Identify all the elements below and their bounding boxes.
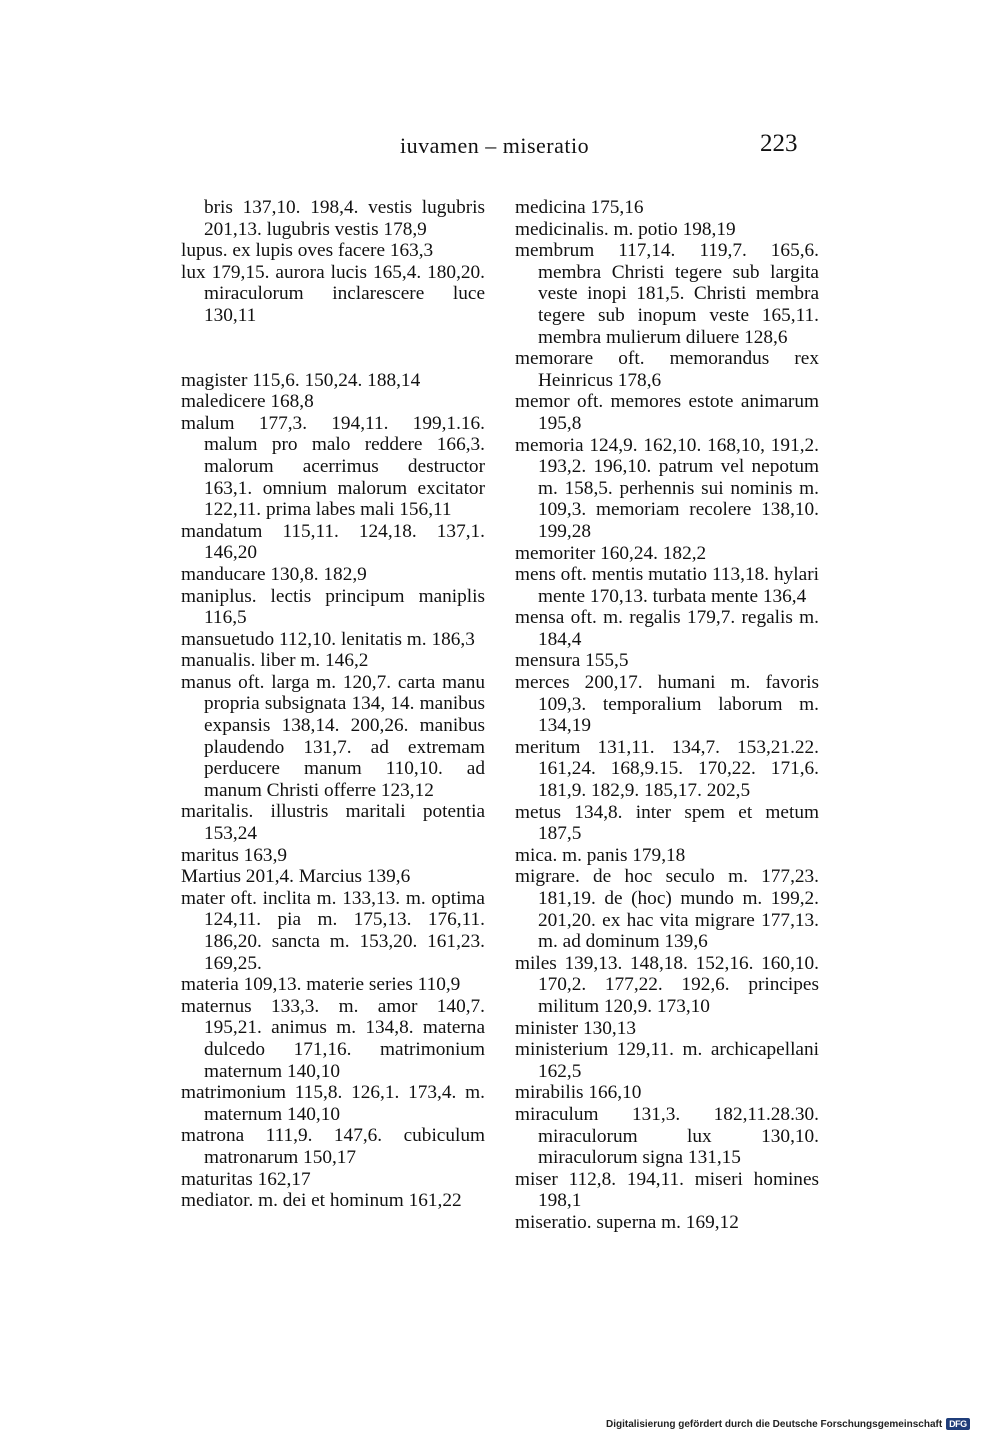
index-entry: lupus. ex lupis oves facere 163,3 [181,240,434,262]
index-entry: lux 179,15. aurora lucis 165,4. 180,20. miraculorum inclarescere luce 130,11 [181,261,485,326]
index-entry: meritum 131,11. 134,7. 153,21.22. 161,24. 168,9.15. 170,22. 171,6. 181,9. 182,9. 185,17. 202,5 [515,736,819,802]
index-entry: metus 134,8. inter spem et metum 187,5 [515,801,819,845]
index-entry: miles 139,13. 148,18. 152,16. 160,10. 170,2. 177,22. 192,6. principes militum 120,9. 173,10 [515,952,819,1017]
index-entry: mirabilis 166,10 [515,1082,642,1104]
digitization-footer [606,1418,970,1430]
index-entry: medicinalis. m. potio 198,19 [515,218,736,240]
index-entry: manducare 130,8. 182,9 [181,563,367,585]
index-entry: mens oft. mentis mutatio 113,18. hylari mente 170,13. turbata mente 136,4 [515,564,819,607]
index-entry: maledicere 168,8 [181,391,314,413]
index-entry: miseratio. superna m. 169,12 [515,1211,739,1233]
index-entry: malum 177,3. 194,11. 199,1.16. malum pro malo reddere 166,3. malorum acerrimus destructor 163,1. omnium malorum excitator 122,11. prima labes mali 156,11 [181,412,485,521]
index-entry: mensura 155,5 [515,650,629,672]
index-entry: ministerium 129,11. m. archicapellani 162,5 [515,1039,819,1082]
index-entry: magister 115,6. 150,24. 188,14 [181,369,421,391]
running-title: iuvamen – miseratio [400,133,590,158]
index-entry: memorare oft. memorandus rex Heinricus 178,6 [515,348,819,391]
index-entry: miraculum 131,3. 182,11.28.30. miraculorum lux 130,10. miraculorum signa 131,15 [515,1103,819,1169]
index-column-right [515,197,819,1234]
dfg-logo-icon: DFG [946,1418,970,1430]
index-entry: maniplus. lectis principum maniplis 116,5 [181,585,485,629]
index-column-left [181,197,485,1212]
index-entry: mensa oft. m. regalis 179,7. regalis m. 184,4 [515,607,819,650]
index-entry: maritalis. illustris maritali potentia 153,24 [181,801,485,845]
index-entry: memoria 124,9. 162,10. 168,10, 191,2. 193,2. 196,10. patrum vel nepotum m. 158,5. perhennis sui nominis m. 109,3. memoriam recolere 138,10. 199,28 [515,434,819,542]
index-entry: membrum 117,14. 119,7. 165,6. membra Christi tegere sub largita veste inopi 181,5. Christi membra tegere sub inopum veste 165,11. membra mulierum diluere 128,6 [515,240,819,348]
index-entry: mediator. m. dei et hominum 161,22 [181,1190,462,1212]
index-entry: manualis. liber m. 146,2 [181,650,369,672]
index-entry: miser 112,8. 194,11. miseri homines 198,1 [515,1168,819,1212]
index-entry: memoriter 160,24. 182,2 [515,542,707,564]
index-entry: materia 109,13. materie series 110,9 [181,974,461,996]
index-entry: manus oft. larga m. 120,7. carta manu propria subsignata 134, 14. manibus expansis 138,14. 200,26. manibus plaudendo 131,7. ad extremam perducere manum 110,10. ad manum Christi offerre 123,12 [181,671,485,801]
page-number: 223 [760,130,798,157]
index-entry: memor oft. memores estote animarum 195,8 [515,391,819,434]
index-entry: merces 200,17. humani m. favoris 109,3. temporalium laborum m. 134,19 [515,672,819,737]
index-entry: medicina 175,16 [515,197,644,218]
index-entry: migrare. de hoc seculo m. 177,23. 181,19. de (hoc) mundo m. 199,2. 201,20. ex hac vita migrare 177,13. m. ad dominum 139,6 [515,866,819,953]
index-entry: mandatum 115,11. 124,18. 137,1. 146,20 [181,520,485,564]
index-entry: minister 130,13 [515,1017,637,1039]
index-entry: mater oft. inclita m. 133,13. m. optima 124,11. pia m. 175,13. 176,11. 186,20. sancta m. 153,20. 161,23. 169,25. [181,887,485,974]
index-entry: bris 137,10. 198,4. vestis lugubris 201,13. lugubris vestis 178,9 [204,197,485,240]
index-entry: mansuetudo 112,10. lenitatis m. 186,3 [181,628,475,650]
letter-gap [181,327,485,370]
index-entry: maritus 163,9 [181,844,288,866]
index-entry: mica. m. panis 179,18 [515,844,686,866]
index-entry: matrona 111,9. 147,6. cubiculum matronarum 150,17 [181,1125,485,1168]
index-entry: maturitas 162,17 [181,1168,311,1190]
index-entry: Martius 201,4. Marcius 139,6 [181,866,411,888]
footer-credit: Digitalisierung gefördert durch die Deutsche Forschungsgemeinschaft [606,1418,943,1430]
index-entry: maternus 133,3. m. amor 140,7. 195,21. animus m. 134,8. materna dulcedo 171,16. matrimonium maternum 140,10 [181,995,485,1082]
index-entry: matrimonium 115,8. 126,1. 173,4. m. maternum 140,10 [181,1082,485,1125]
